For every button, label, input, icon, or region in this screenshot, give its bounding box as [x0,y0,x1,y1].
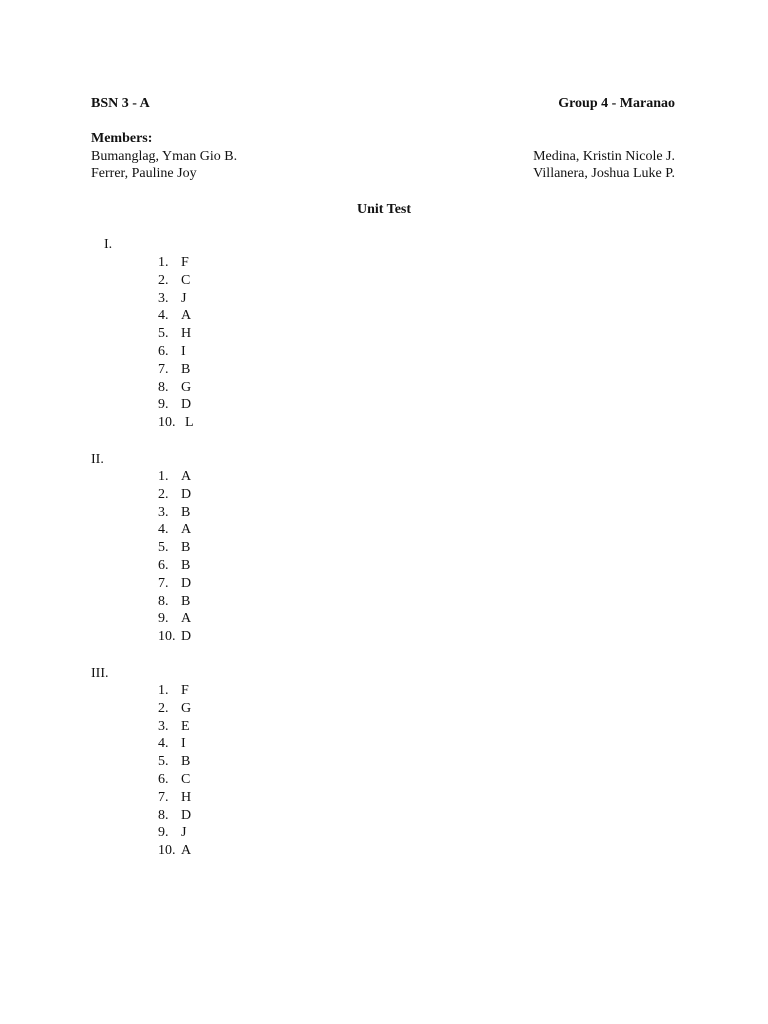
item-answer: A [181,611,192,627]
item-answer: D [181,807,192,823]
item-answer: D [181,486,192,502]
item-answer: A [181,522,192,538]
item-number: 1. [158,469,169,484]
item-answer: I [181,343,186,359]
item-answer: B [181,557,191,573]
item-number: 5. [158,326,169,342]
member-right-1: Medina, Kristin Nicole J. [533,149,675,164]
item-number: 10. [158,629,176,645]
item-answer: C [181,771,191,787]
section-label-1: I. [104,237,113,252]
item-number: 9. [158,611,169,627]
item-number: 8. [158,593,169,609]
item-number: 5. [158,540,169,556]
item-answer: A [181,308,192,324]
section-label-2: II. [91,452,104,467]
item-number: 2. [158,272,169,288]
item-answer: I [181,736,186,752]
item-answer: B [181,361,191,377]
item-answer: B [181,593,191,609]
item-number: 9. [158,825,169,841]
item-number: 1. [158,255,169,270]
item-number: 4. [158,308,169,324]
item-number: 8. [158,379,169,395]
item-answer: G [181,700,192,716]
item-answer: E [181,718,190,734]
item-answer: A [181,469,192,484]
item-answer: J [181,825,187,841]
member-left-2: Ferrer, Pauline Joy [91,166,197,181]
class-label: BSN 3 - A [91,96,150,111]
item-answer: G [181,379,192,395]
item-number: 6. [158,771,169,787]
item-number: 6. [158,557,169,573]
item-answer: B [181,754,191,770]
item-answer: F [181,683,189,698]
item-number: 3. [158,718,169,734]
item-answer: A [181,843,192,859]
item-number: 1. [158,683,169,698]
item-number: 3. [158,504,169,520]
item-number: 10. [158,843,176,859]
item-number: 2. [158,700,169,716]
item-number: 4. [158,522,169,538]
item-number: 8. [158,807,169,823]
members-heading: Members: [91,131,153,146]
item-number: 3. [158,290,169,306]
member-right-2: Villanera, Joshua Luke P. [533,166,675,181]
group-label: Group 4 - Maranao [558,96,675,111]
item-answer: L [185,415,194,431]
section-label-3: III. [91,666,109,681]
item-answer: C [181,272,191,288]
item-answer: D [181,575,192,591]
item-number: 4. [158,736,169,752]
item-answer: B [181,540,191,556]
document-title: Unit Test [356,202,412,217]
item-answer: J [181,290,187,306]
item-answer: D [181,629,192,645]
item-answer: D [181,397,192,413]
item-number: 5. [158,754,169,770]
item-number: 7. [158,361,169,377]
item-number: 2. [158,486,169,502]
item-number: 7. [158,575,169,591]
item-answer: H [181,789,192,805]
item-answer: B [181,504,191,520]
item-number: 7. [158,789,169,805]
item-number: 10. [158,415,176,431]
item-number: 9. [158,397,169,413]
item-answer: H [181,326,192,342]
member-left-1: Bumanglag, Yman Gio B. [91,149,238,164]
item-number: 6. [158,343,169,359]
item-answer: F [181,255,189,270]
